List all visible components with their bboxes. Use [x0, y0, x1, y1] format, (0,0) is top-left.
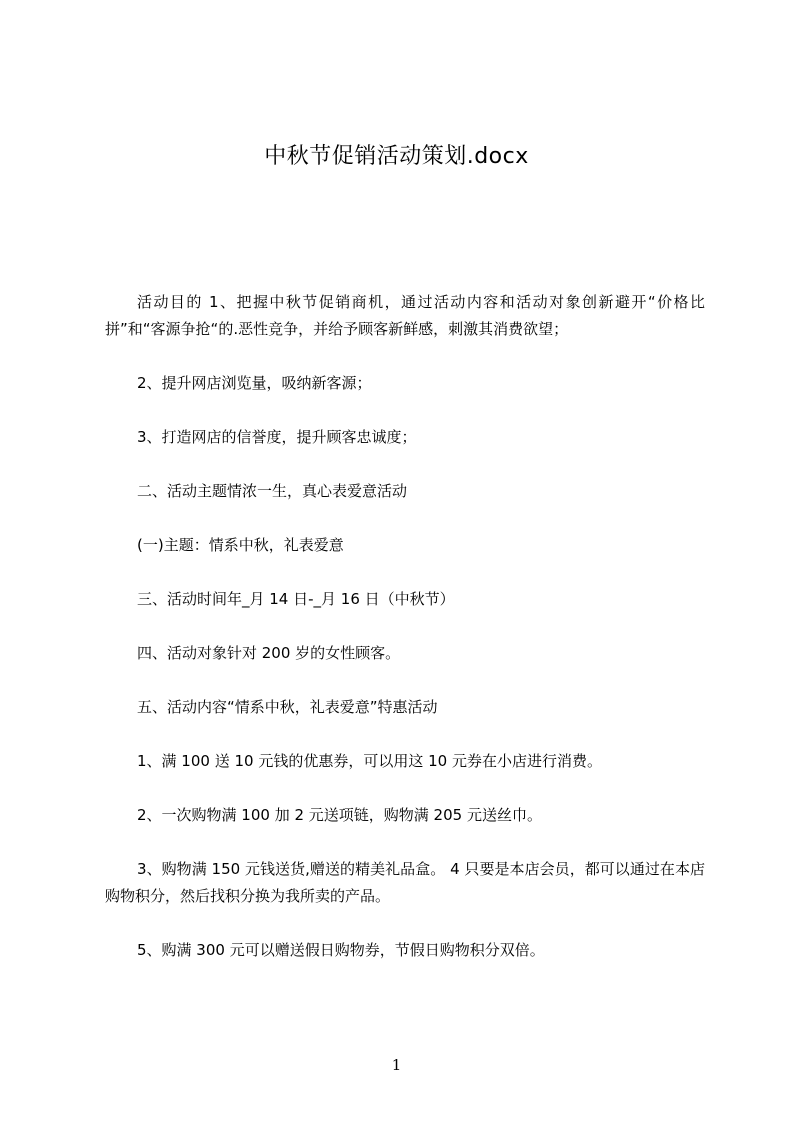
paragraph-offer-3-4: 3、购物满 150 元钱送货,赠送的精美礼品盒。 4 只要是本店会员，都可以通过在本店购物积分，然后找积分换为我所卖的产品。 [105, 860, 705, 905]
page-number: 1 [391, 1056, 402, 1074]
paragraph-offer-2: 2、一次购物满 100 加 2 元送项链，购物满 205 元送丝巾。 [137, 806, 542, 824]
document-title: 中秋节促销活动策划.docx [264, 144, 529, 169]
paragraph-section-time: 三、活动时间年_月 14 日-_月 16 日（中秋节） [137, 590, 455, 608]
paragraph-section-content: 五、活动内容“情系中秋，礼表爱意”特惠活动 [137, 698, 438, 716]
paragraph-section-theme: 二、活动主题情浓一生，真心表爱意活动 [137, 482, 408, 500]
paragraph-subtheme: (一)主题：情系中秋，礼表爱意 [137, 536, 344, 554]
paragraph-item-3: 3、打造网店的信誉度，提升顾客忠诚度； [137, 428, 417, 446]
paragraph-offer-1: 1、满 100 送 10 元钱的优惠券，可以用这 10 元券在小店进行消费。 [137, 752, 602, 770]
paragraph-offer-5: 5、购满 300 元可以赠送假日购物券，节假日购物积分双倍。 [137, 941, 545, 959]
document-body [105, 289, 705, 991]
paragraph-section-audience: 四、活动对象针对 200 岁的女性顾客。 [137, 644, 401, 662]
paragraph-objective: 活动目的 1、把握中秋节促销商机，通过活动内容和活动对象创新避开“价格比拼”和“客源争抢“的.恶性竞争，并给予顾客新鲜感，刺激其消费欲望； [105, 293, 705, 338]
paragraph-item-2: 2、提升网店浏览量，吸纳新客源； [137, 374, 372, 392]
